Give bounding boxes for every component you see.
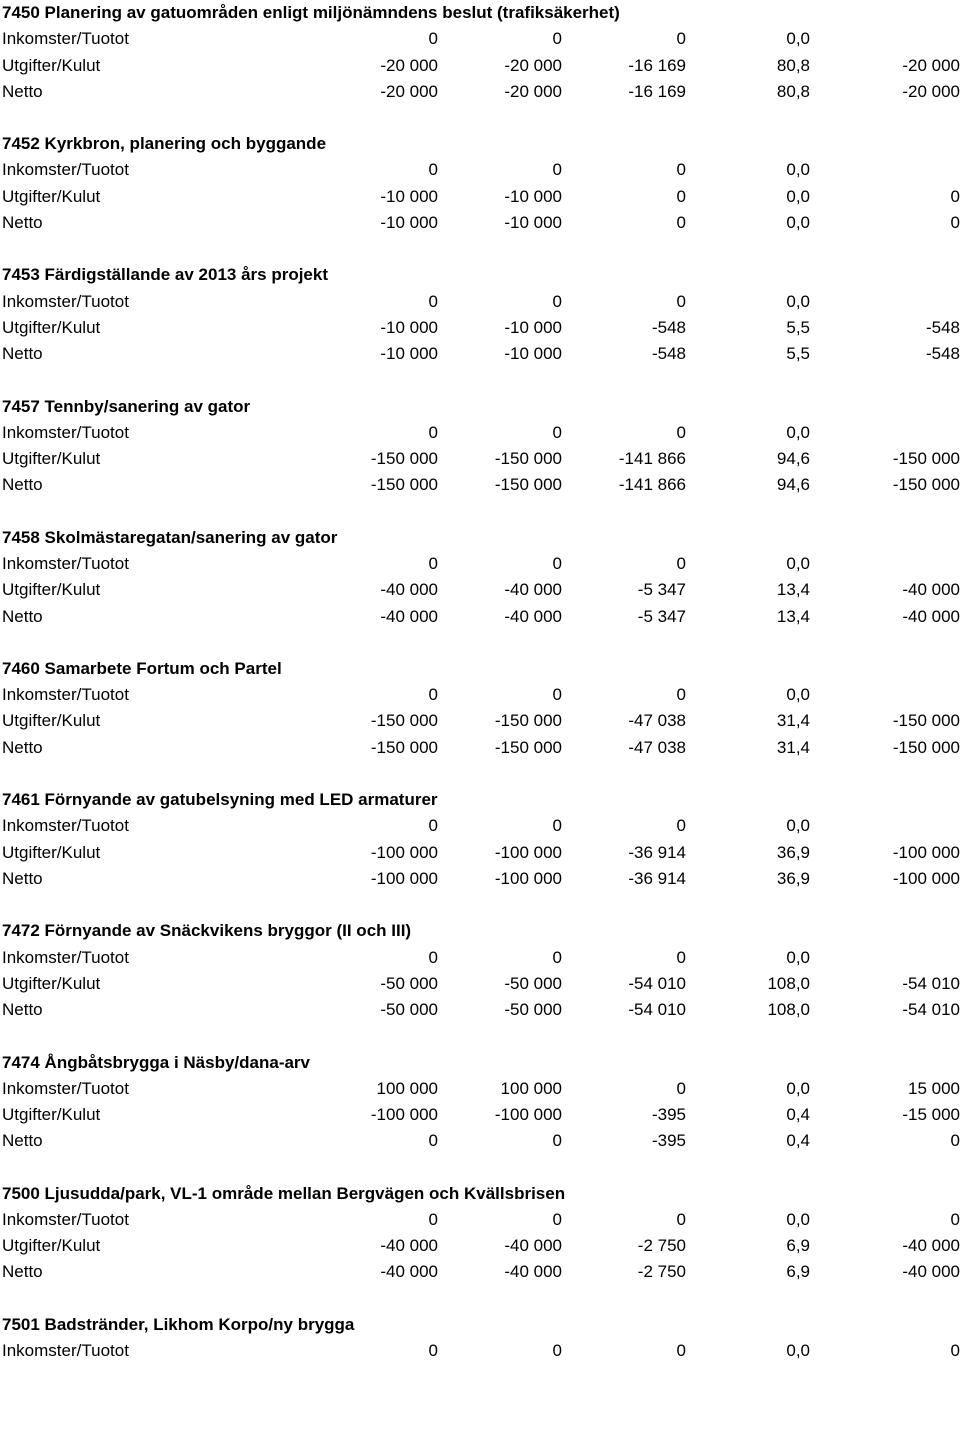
value-cell: 0 — [950, 1209, 960, 1229]
value-cell: -20 000 — [902, 55, 960, 75]
value-cell: 0 — [676, 1209, 686, 1229]
table-row — [0, 210, 960, 236]
value-cell: 0 — [552, 816, 562, 836]
value-cell: 0 — [428, 554, 438, 573]
value-cell: -10 000 — [380, 344, 438, 364]
value-cell: 6,9 — [786, 1262, 810, 1282]
value-cell: -141 866 — [618, 475, 686, 495]
value-cell: -40 000 — [380, 606, 438, 626]
value-cell: 0 — [676, 816, 686, 836]
value-cell: -100 000 — [370, 842, 438, 862]
value-cell: 0 — [676, 160, 686, 180]
row-label: Utgifter/Kulut — [2, 186, 101, 206]
value-cell: 0 — [428, 422, 438, 442]
row-label: Utgifter/Kulut — [2, 842, 101, 862]
table-row — [0, 315, 960, 341]
value-cell: -150 000 — [370, 449, 438, 469]
row-label: Inkomster/Tuotot — [2, 554, 129, 573]
value-cell: 0,0 — [786, 816, 810, 836]
table-row — [0, 184, 960, 210]
row-label: Netto — [2, 1262, 43, 1282]
value-cell: -40 000 — [902, 1262, 960, 1282]
value-cell: -150 000 — [494, 475, 562, 495]
value-cell: -150 000 — [892, 737, 960, 757]
table-row — [0, 866, 960, 892]
value-cell: -395 — [651, 1105, 686, 1124]
value-cell: -548 — [651, 317, 686, 337]
value-cell: -150 000 — [370, 711, 438, 731]
value-cell: -150 000 — [892, 475, 960, 495]
value-cell: 5,5 — [786, 317, 810, 337]
value-cell: 31,4 — [776, 737, 810, 757]
row-label: Utgifter/Kulut — [2, 449, 101, 469]
value-cell: 0,0 — [786, 1078, 810, 1098]
table-row — [0, 1259, 960, 1285]
table-row — [0, 1338, 960, 1364]
project-title: 7474 Ångbåtsbrygga i Näsby/dana-arv — [2, 1052, 311, 1072]
row-label: Utgifter/Kulut — [2, 1236, 101, 1256]
value-cell: -50 000 — [504, 973, 562, 993]
value-cell: 0,4 — [786, 1105, 810, 1124]
project-title: 7472 Förnyande av Snäckvikens bryggor (II och III) — [2, 921, 412, 941]
project-section — [0, 525, 960, 656]
table-row — [0, 997, 960, 1023]
row-label: Inkomster/Tuotot — [2, 1341, 129, 1361]
value-cell: 0 — [428, 816, 438, 836]
value-cell: -40 000 — [902, 606, 960, 626]
value-cell: -395 — [651, 1131, 686, 1151]
row-label: Netto — [2, 737, 43, 757]
table-row — [0, 53, 960, 79]
value-cell: 0 — [552, 160, 562, 180]
value-cell: -150 000 — [370, 475, 438, 495]
value-cell: -100 000 — [370, 868, 438, 888]
value-cell: 0,0 — [786, 1209, 810, 1229]
value-cell: 0 — [950, 186, 960, 206]
row-label: Inkomster/Tuotot — [2, 29, 129, 49]
table-row — [0, 79, 960, 105]
value-cell: 6,9 — [786, 1236, 810, 1256]
value-cell: -54 010 — [902, 1000, 960, 1020]
project-title: 7457 Tennby/sanering av gator — [2, 396, 251, 416]
project-title: 7453 Färdigställande av 2013 års projekt — [2, 265, 329, 285]
value-cell: 0 — [676, 186, 686, 206]
table-row — [0, 945, 960, 971]
value-cell: 0 — [676, 29, 686, 49]
value-cell: -100 000 — [494, 842, 562, 862]
row-label: Netto — [2, 475, 43, 495]
value-cell: 100 000 — [500, 1078, 562, 1098]
row-label: Utgifter/Kulut — [2, 711, 101, 731]
row-label: Netto — [2, 1131, 43, 1151]
value-cell: 0 — [428, 291, 438, 311]
value-cell: -20 000 — [902, 81, 960, 101]
table-row — [0, 26, 960, 52]
row-label: Utgifter/Kulut — [2, 55, 101, 75]
value-cell: -10 000 — [504, 344, 562, 364]
row-label: Utgifter/Kulut — [2, 317, 101, 337]
value-cell: 0,0 — [786, 29, 810, 49]
project-title: 7461 Förnyande av gatubelsyning med LED armaturer — [2, 790, 438, 810]
table-row — [0, 577, 960, 603]
value-cell: -150 000 — [892, 449, 960, 469]
row-label: Inkomster/Tuotot — [2, 160, 129, 180]
row-label: Inkomster/Tuotot — [2, 947, 129, 967]
value-cell: 0 — [950, 1131, 960, 1151]
table-row — [0, 341, 960, 367]
table-row — [0, 472, 960, 498]
value-cell: -20 000 — [504, 55, 562, 75]
value-cell: -150 000 — [494, 711, 562, 731]
value-cell: -150 000 — [494, 737, 562, 757]
table-row — [0, 1128, 960, 1154]
value-cell: 80,8 — [776, 55, 810, 75]
value-cell: 36,9 — [776, 868, 810, 888]
project-section — [0, 262, 960, 393]
value-cell: 0 — [950, 212, 960, 232]
row-label: Netto — [2, 606, 43, 626]
project-section — [0, 787, 960, 918]
row-label: Utgifter/Kulut — [2, 973, 101, 993]
project-section — [0, 394, 960, 525]
value-cell: 0 — [676, 947, 686, 967]
value-cell: -100 000 — [892, 868, 960, 888]
value-cell: -10 000 — [504, 186, 562, 206]
value-cell: -36 914 — [628, 842, 686, 862]
table-row — [0, 289, 960, 315]
table-row — [0, 1102, 960, 1128]
project-section — [0, 1181, 960, 1312]
value-cell: -40 000 — [504, 1262, 562, 1282]
table-row — [0, 446, 960, 472]
value-cell: 0 — [676, 291, 686, 311]
value-cell: -5 347 — [637, 606, 686, 626]
project-section — [0, 0, 960, 131]
table-row — [0, 604, 960, 630]
value-cell: 0 — [428, 1131, 438, 1151]
value-cell: 80,8 — [776, 81, 810, 101]
row-label: Inkomster/Tuotot — [2, 422, 129, 442]
table-row — [0, 813, 960, 839]
value-cell: -40 000 — [380, 1236, 438, 1256]
value-cell: 0 — [428, 1341, 438, 1361]
table-row — [0, 1076, 960, 1102]
value-cell: -54 010 — [902, 973, 960, 993]
value-cell: -36 914 — [628, 868, 686, 888]
value-cell: -54 010 — [628, 1000, 686, 1020]
value-cell: 0 — [428, 29, 438, 49]
value-cell: -40 000 — [504, 1236, 562, 1256]
value-cell: 5,5 — [786, 344, 810, 364]
value-cell: 0,0 — [786, 186, 810, 206]
project-title: 7501 Badstränder, Likhom Korpo/ny brygga — [2, 1314, 355, 1334]
project-title: 7452 Kyrkbron, planering och byggande — [2, 134, 327, 154]
value-cell: 0,0 — [786, 212, 810, 232]
value-cell: 15 000 — [908, 1078, 960, 1098]
value-cell: 0 — [428, 947, 438, 967]
project-title: 7500 Ljusudda/park, VL-1 område mellan Bergvägen och Kvällsbrisen — [2, 1183, 566, 1203]
value-cell: -10 000 — [380, 317, 438, 337]
value-cell: -548 — [925, 344, 960, 364]
value-cell: 0,0 — [786, 947, 810, 967]
value-cell: -47 038 — [628, 737, 686, 757]
table-row — [0, 840, 960, 866]
value-cell: -54 010 — [628, 973, 686, 993]
value-cell: -20 000 — [380, 81, 438, 101]
row-label: Utgifter/Kulut — [2, 580, 101, 600]
value-cell: 13,4 — [776, 606, 810, 626]
row-label: Utgifter/Kulut — [2, 1105, 101, 1124]
value-cell: 0,0 — [786, 160, 810, 180]
value-cell: -50 000 — [380, 1000, 438, 1020]
value-cell: -40 000 — [902, 580, 960, 600]
project-title: 7450 Planering av gatuområden enligt miljönämndens beslut (trafiksäkerhet) — [2, 3, 620, 22]
row-label: Inkomster/Tuotot — [2, 1209, 129, 1229]
value-cell: 100 000 — [376, 1078, 438, 1098]
value-cell: 0 — [552, 554, 562, 573]
value-cell: 0 — [676, 422, 686, 442]
value-cell: 0,0 — [786, 291, 810, 311]
project-title: 7458 Skolmästaregatan/sanering av gator — [2, 527, 338, 547]
value-cell: 0 — [552, 1131, 562, 1151]
value-cell: 0,0 — [786, 685, 810, 705]
row-label: Netto — [2, 868, 43, 888]
value-cell: 0 — [676, 1341, 686, 1361]
value-cell: -100 000 — [370, 1105, 438, 1124]
value-cell: 0 — [676, 212, 686, 232]
row-label: Netto — [2, 344, 43, 364]
project-section — [0, 1050, 960, 1181]
value-cell: 31,4 — [776, 711, 810, 731]
project-title: 7460 Samarbete Fortum och Partel — [2, 658, 282, 678]
value-cell: -47 038 — [628, 711, 686, 731]
value-cell: -40 000 — [902, 1236, 960, 1256]
project-section — [0, 1312, 960, 1443]
value-cell: -10 000 — [504, 212, 562, 232]
value-cell: -50 000 — [380, 973, 438, 993]
value-cell: -40 000 — [380, 1262, 438, 1282]
project-section — [0, 656, 960, 787]
value-cell: -40 000 — [504, 580, 562, 600]
value-cell: 0 — [428, 160, 438, 180]
value-cell: -16 169 — [628, 55, 686, 75]
value-cell: 0 — [552, 291, 562, 311]
table-row — [0, 971, 960, 997]
value-cell: 13,4 — [776, 580, 810, 600]
value-cell: 0 — [552, 947, 562, 967]
value-cell: 94,6 — [776, 475, 810, 495]
value-cell: -15 000 — [902, 1105, 960, 1124]
value-cell: 0 — [552, 1209, 562, 1229]
row-label: Netto — [2, 81, 43, 101]
table-row — [0, 420, 960, 446]
value-cell: 0,0 — [786, 1341, 810, 1361]
row-label: Inkomster/Tuotot — [2, 816, 129, 836]
value-cell: -5 347 — [637, 580, 686, 600]
value-cell: -16 169 — [628, 81, 686, 101]
row-label: Inkomster/Tuotot — [2, 685, 129, 705]
table-row — [0, 157, 960, 183]
row-label: Netto — [2, 212, 43, 232]
table-row — [0, 682, 960, 708]
value-cell: -40 000 — [380, 580, 438, 600]
table-row — [0, 551, 960, 577]
project-section — [0, 131, 960, 262]
table-row — [0, 1207, 960, 1233]
value-cell: 0 — [428, 1209, 438, 1229]
value-cell: 94,6 — [776, 449, 810, 469]
table-row — [0, 735, 960, 761]
value-cell: -100 000 — [494, 868, 562, 888]
row-label: Inkomster/Tuotot — [2, 1078, 129, 1098]
value-cell: 0,0 — [786, 554, 810, 573]
row-label: Netto — [2, 1000, 43, 1020]
value-cell: 0,0 — [786, 422, 810, 442]
value-cell: -50 000 — [504, 1000, 562, 1020]
value-cell: 0 — [428, 685, 438, 705]
value-cell: 0 — [552, 685, 562, 705]
project-section — [0, 918, 960, 1049]
value-cell: 0 — [552, 422, 562, 442]
value-cell: -40 000 — [504, 606, 562, 626]
value-cell: -150 000 — [892, 711, 960, 731]
value-cell: -100 000 — [892, 842, 960, 862]
value-cell: -150 000 — [370, 737, 438, 757]
value-cell: -2 750 — [637, 1236, 686, 1256]
value-cell: -20 000 — [504, 81, 562, 101]
table-row — [0, 1233, 960, 1259]
row-label: Inkomster/Tuotot — [2, 291, 129, 311]
value-cell: -10 000 — [380, 212, 438, 232]
value-cell: -548 — [651, 344, 686, 364]
value-cell: -141 866 — [618, 449, 686, 469]
value-cell: -2 750 — [637, 1262, 686, 1282]
value-cell: 0 — [950, 1341, 960, 1361]
value-cell: -100 000 — [494, 1105, 562, 1124]
value-cell: -10 000 — [380, 186, 438, 206]
value-cell: 0,4 — [786, 1131, 810, 1151]
value-cell: -548 — [925, 317, 960, 337]
value-cell: 0 — [676, 554, 686, 573]
table-row — [0, 708, 960, 734]
value-cell: 108,0 — [767, 1000, 810, 1020]
value-cell: -20 000 — [380, 55, 438, 75]
value-cell: 0 — [676, 685, 686, 705]
value-cell: 0 — [552, 29, 562, 49]
value-cell: -150 000 — [494, 449, 562, 469]
value-cell: 0 — [676, 1078, 686, 1098]
value-cell: 108,0 — [767, 973, 810, 993]
value-cell: 0 — [552, 1341, 562, 1361]
value-cell: 36,9 — [776, 842, 810, 862]
value-cell: -10 000 — [504, 317, 562, 337]
